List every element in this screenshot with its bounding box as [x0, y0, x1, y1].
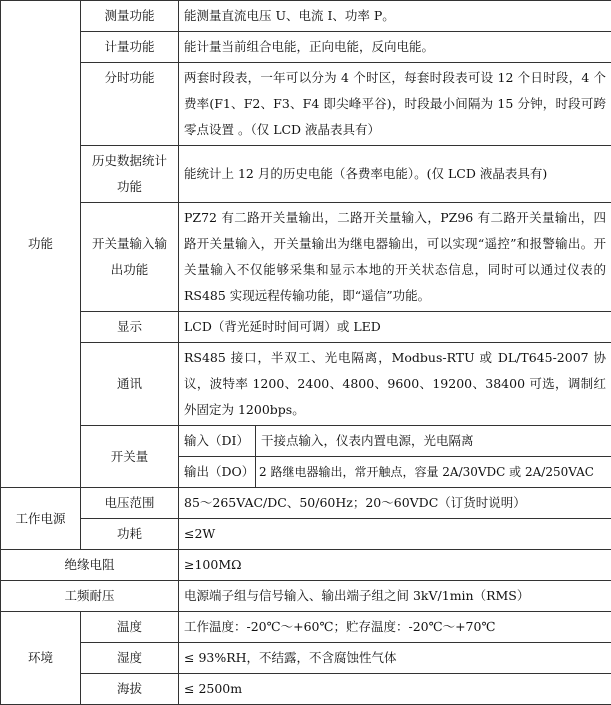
row-label-altitude: 海拔 — [81, 674, 179, 705]
io-value-output: 2 路继电器输出，常开触点，容量 2A/30VDC 或 2A/250VAC — [256, 457, 611, 488]
row-value-insulation: ≥100MΩ — [179, 550, 611, 581]
table-row — [1, 519, 611, 550]
table-row — [1, 203, 611, 312]
table-row — [1, 581, 611, 612]
category-power: 工作电源 — [1, 488, 81, 550]
row-label-display: 显示 — [81, 312, 179, 343]
table-row — [1, 550, 611, 581]
row-label-temperature: 温度 — [81, 612, 179, 643]
row-label-switch: 开关量 — [81, 426, 179, 488]
row-value-metering: 能计量当前组合电能，正向电能，反向电能。 — [179, 32, 611, 63]
row-value-history: 能统计上 12 月的历史电能（各费率电能）。(仅 LCD 液晶表具有) — [179, 146, 611, 203]
table-row — [1, 146, 611, 203]
row-label-tou: 分时功能 — [81, 63, 179, 146]
row-label-comm: 通讯 — [81, 343, 179, 426]
row-label-voltage: 电压范围 — [81, 488, 179, 519]
row-value-display: LCD（背光延时时间可调）或 LED — [179, 312, 611, 343]
row-label-history: 历史数据统计功能 — [81, 146, 179, 203]
row-label-measure: 测量功能 — [81, 1, 179, 32]
table-row — [1, 312, 611, 343]
category-environment: 环境 — [1, 612, 81, 705]
row-value-voltage: 85～265VAC/DC、50/60Hz；20～60VDC（订货时说明） — [179, 488, 611, 519]
category-function: 功能 — [1, 1, 81, 488]
table-row — [1, 643, 611, 674]
row-label-humidity: 湿度 — [81, 643, 179, 674]
row-value-comm: RS485 接口，半双工、光电隔离，Modbus-RTU 或 DL/T645-2007 协议，波特率 1200、2400、4800、9600、19200、38400 可选，调制红外固定为 1200bps。 — [179, 343, 611, 426]
io-type-input: 输入（DI） — [179, 426, 256, 457]
row-label-withstand: 工频耐压 — [1, 581, 179, 612]
row-value-power-consumption: ≤2W — [179, 519, 611, 550]
table-row — [1, 32, 611, 63]
table-row — [1, 426, 611, 457]
row-value-withstand: 电源端子组与信号输入、输出端子组之间 3kV/1min（RMS） — [179, 581, 611, 612]
row-value-io: PZ72 有二路开关量输出，二路开关量输入，PZ96 有二路开关量输出，四路开关量输入，开关量输出为继电器输出，可以实现“遥控”和报警输出。开关量输入不仅能够采集和显示本地的开关状态信息，同时可以通过仪表的 RS485 实现远程传输功能，即“遥信”功能。 — [179, 203, 611, 312]
row-value-humidity: ≤ 93%RH，不结露，不含腐蚀性气体 — [179, 643, 611, 674]
row-value-measure: 能测量直流电压 U、电流 I、功率 P。 — [179, 1, 611, 32]
table-row — [1, 488, 611, 519]
row-value-temperature: 工作温度：-20℃～+60℃；贮存温度：-20℃～+70℃ — [179, 612, 611, 643]
row-label-metering: 计量功能 — [81, 32, 179, 63]
row-label-io: 开关量输入输出功能 — [81, 203, 179, 312]
row-label-power-consumption: 功耗 — [81, 519, 179, 550]
table-row — [1, 63, 611, 146]
row-label-insulation: 绝缘电阻 — [1, 550, 179, 581]
table-row — [1, 674, 611, 705]
io-type-output: 输出（DO） — [179, 457, 256, 488]
io-value-input: 干接点输入，仪表内置电源，光电隔离 — [256, 426, 611, 457]
table-row — [1, 343, 611, 426]
table-row — [1, 1, 611, 32]
row-value-altitude: ≤ 2500m — [179, 674, 611, 705]
row-value-tou: 两套时段表，一年可以分为 4 个时区，每套时段表可设 12 个日时段，4 个费率(F1、F2、F3、F4 即尖峰平谷)，时段最小间隔为 15 分钟，时段可跨零点设置 。（仅 LCD 液晶表具有） — [179, 63, 611, 146]
